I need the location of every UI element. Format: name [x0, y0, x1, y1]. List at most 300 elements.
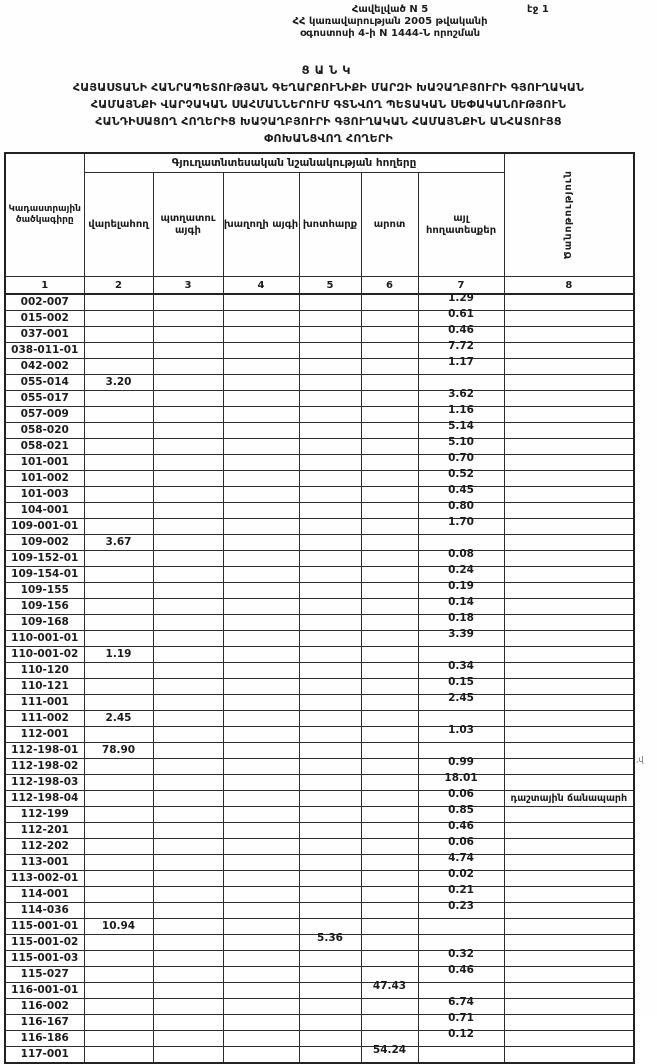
area-value-cell: [299, 807, 361, 823]
area-value-cell: 0.18: [418, 615, 504, 631]
decree-line-1: ՀՀ կառավարության 2005 թվականի: [292, 16, 488, 27]
document-title: [10, 62, 647, 147]
area-value-cell: [84, 327, 153, 343]
cadastral-code-cell: 109-168: [5, 615, 84, 631]
area-value-cell: [299, 1047, 361, 1064]
area-value-cell: [361, 535, 418, 551]
area-value-cell: [361, 615, 418, 631]
area-value-cell: [223, 567, 299, 583]
area-value-cell: 1.17: [418, 359, 504, 375]
area-value-cell: [361, 695, 418, 711]
area-value-cell: [153, 647, 223, 663]
note-cell: [504, 294, 634, 311]
area-value-cell: [299, 503, 361, 519]
column-number: 6: [361, 277, 418, 295]
area-value-cell: [299, 951, 361, 967]
area-value-cell: [223, 599, 299, 615]
area-value-cell: [299, 855, 361, 871]
area-value-cell: [299, 551, 361, 567]
column-number: 4: [223, 277, 299, 295]
area-value-cell: 0.19: [418, 583, 504, 599]
area-value-cell: [361, 294, 418, 311]
column-header-vineyard: խաղողի այգի: [223, 173, 299, 277]
area-value-cell: [361, 519, 418, 535]
cadastral-code-cell: 058-020: [5, 423, 84, 439]
note-cell: [504, 311, 634, 327]
area-value-cell: [361, 439, 418, 455]
area-value-cell: [84, 1047, 153, 1064]
cadastral-code-cell: 055-017: [5, 391, 84, 407]
table-row: [5, 583, 634, 599]
area-value-cell: 10.94: [84, 919, 153, 935]
area-value-cell: [361, 791, 418, 807]
area-value-cell: [361, 775, 418, 791]
cadastral-code-cell: 112-199: [5, 807, 84, 823]
scan-artifact: ,վ: [636, 755, 644, 764]
area-value-cell: [223, 823, 299, 839]
area-value-cell: [153, 519, 223, 535]
area-value-cell: [223, 951, 299, 967]
area-value-cell: [223, 791, 299, 807]
note-cell: [504, 615, 634, 631]
column-header-other-lands: այլ հողատեսքեր: [418, 173, 504, 277]
area-value-cell: [223, 391, 299, 407]
cadastral-code-cell: 112-198-01: [5, 743, 84, 759]
area-value-cell: [223, 631, 299, 647]
area-value-cell: [361, 679, 418, 695]
area-value-cell: [361, 599, 418, 615]
area-value-cell: [223, 679, 299, 695]
cadastral-code-cell: 038-011-01: [5, 343, 84, 359]
table-row: [5, 839, 634, 855]
title-line-2: ՀԱՅԱՍՏԱՆԻ ՀԱՆՐԱՊԵՏՈՒԹՅԱՆ ԳԵՂԱՐՔՈՒՆԻՔԻ ՄԱՐԶԻ ԽԱՉԱՂԲՅՈՒՐԻ ԳՅՈՒՂԱԿԱՆ: [72, 81, 585, 94]
note-cell: [504, 663, 634, 679]
area-value-cell: 0.61: [418, 311, 504, 327]
table-row: [5, 327, 634, 343]
column-header-pasture: արոտ: [361, 173, 418, 277]
area-value-cell: 7.72: [418, 343, 504, 359]
area-value-cell: [361, 503, 418, 519]
area-value-cell: [299, 775, 361, 791]
area-value-cell: [84, 967, 153, 983]
cadastral-code-cell: 111-002: [5, 711, 84, 727]
area-value-cell: [361, 375, 418, 391]
table-row: [5, 791, 634, 807]
title-line-1: ՑԱՆԿ: [301, 63, 356, 77]
area-value-cell: [223, 983, 299, 999]
area-value-cell: [361, 1015, 418, 1031]
area-value-cell: [299, 599, 361, 615]
area-value-cell: 18.01: [418, 775, 504, 791]
area-value-cell: [84, 807, 153, 823]
table-row: [5, 535, 634, 551]
area-value-cell: 47.43: [361, 983, 418, 999]
area-value-cell: [84, 359, 153, 375]
cadastral-code-cell: 115-001-02: [5, 935, 84, 951]
area-value-cell: [299, 343, 361, 359]
area-value-cell: 1.03: [418, 727, 504, 743]
cadastral-code-cell: 101-002: [5, 471, 84, 487]
area-value-cell: 0.46: [418, 967, 504, 983]
area-value-cell: [84, 294, 153, 311]
note-cell: [504, 423, 634, 439]
area-value-cell: [361, 327, 418, 343]
area-value-cell: [299, 871, 361, 887]
area-value-cell: 2.45: [418, 695, 504, 711]
area-value-cell: 0.15: [418, 679, 504, 695]
table-row: [5, 999, 634, 1015]
area-value-cell: [153, 791, 223, 807]
area-value-cell: [223, 343, 299, 359]
area-value-cell: [84, 791, 153, 807]
decree-line-2: օգոստոսի 4-ի N 1444-Ն որոշման: [299, 28, 481, 39]
area-value-cell: 5.36: [299, 935, 361, 951]
area-value-cell: [418, 1047, 504, 1064]
area-value-cell: [299, 615, 361, 631]
cadastral-code-cell: 104-001: [5, 503, 84, 519]
cadastral-code-cell: 114-036: [5, 903, 84, 919]
area-value-cell: [223, 327, 299, 343]
area-value-cell: [153, 503, 223, 519]
area-value-cell: [361, 887, 418, 903]
area-value-cell: 0.46: [418, 823, 504, 839]
area-value-cell: 0.23: [418, 903, 504, 919]
area-value-cell: 0.21: [418, 887, 504, 903]
area-value-cell: [84, 551, 153, 567]
area-value-cell: [361, 951, 418, 967]
area-value-cell: [84, 439, 153, 455]
area-value-cell: [223, 375, 299, 391]
area-value-cell: [418, 919, 504, 935]
area-value-cell: 1.19: [84, 647, 153, 663]
area-value-cell: [361, 807, 418, 823]
area-value-cell: [223, 759, 299, 775]
table-row: [5, 407, 634, 423]
area-value-cell: [223, 711, 299, 727]
column-group-header-agricultural-lands: Գյուղատնտեսական նշանակության հողերը: [84, 153, 504, 173]
table-row: [5, 679, 634, 695]
column-header-cadastral-code: Կադաստրային ծածկագիրը: [5, 153, 84, 277]
note-cell: [504, 567, 634, 583]
area-value-cell: [84, 679, 153, 695]
table-row: [5, 871, 634, 887]
area-value-cell: [223, 903, 299, 919]
cadastral-code-cell: 116-186: [5, 1031, 84, 1047]
area-value-cell: [299, 391, 361, 407]
note-cell: [504, 887, 634, 903]
area-value-cell: [153, 391, 223, 407]
area-value-cell: [153, 567, 223, 583]
area-value-cell: [361, 903, 418, 919]
area-value-cell: [299, 839, 361, 855]
note-cell: [504, 711, 634, 727]
table-row: [5, 551, 634, 567]
cadastral-code-cell: 037-001: [5, 327, 84, 343]
area-value-cell: [84, 999, 153, 1015]
cadastral-code-cell: 114-001: [5, 887, 84, 903]
note-cell: [504, 583, 634, 599]
area-value-cell: [361, 823, 418, 839]
area-value-cell: [84, 759, 153, 775]
column-header-orchard: պտղատու այգի: [153, 173, 223, 277]
area-value-cell: [299, 535, 361, 551]
area-value-cell: 0.52: [418, 471, 504, 487]
cadastral-code-cell: 112-202: [5, 839, 84, 855]
area-value-cell: [84, 775, 153, 791]
cadastral-code-cell: 109-002: [5, 535, 84, 551]
area-value-cell: 78.90: [84, 743, 153, 759]
cadastral-code-cell: 116-002: [5, 999, 84, 1015]
title-line-4: ՀԱՆԴԻՍԱՑՈՂ ՀՈՂԵՐԻՑ ԽԱՉԱՂԲՅՈՒՐԻ ԳՅՈՒՂԱԿԱՆ ՀԱՄԱՅՆՔԻՆ ԱՆՀԱՏՈՒՅՑ: [95, 115, 562, 128]
area-value-cell: [223, 1031, 299, 1047]
area-value-cell: [153, 999, 223, 1015]
cadastral-code-cell: 113-001: [5, 855, 84, 871]
area-value-cell: [299, 1031, 361, 1047]
note-cell: [504, 487, 634, 503]
area-value-cell: [153, 951, 223, 967]
area-value-cell: [84, 599, 153, 615]
table-row: [5, 807, 634, 823]
area-value-cell: [153, 919, 223, 935]
note-cell: [504, 519, 634, 535]
table-row: [5, 375, 634, 391]
area-value-cell: [361, 743, 418, 759]
table-body: [5, 294, 634, 1063]
table-row: [5, 711, 634, 727]
area-value-cell: [361, 487, 418, 503]
area-value-cell: [153, 551, 223, 567]
area-value-cell: [153, 1015, 223, 1031]
note-cell: [504, 375, 634, 391]
area-value-cell: [361, 311, 418, 327]
table-row: [5, 951, 634, 967]
note-cell: [504, 919, 634, 935]
note-cell: [504, 871, 634, 887]
cadastral-code-cell: 058-021: [5, 439, 84, 455]
area-value-cell: [153, 455, 223, 471]
column-number: 5: [299, 277, 361, 295]
area-value-cell: [153, 599, 223, 615]
table-row: [5, 471, 634, 487]
area-value-cell: [361, 935, 418, 951]
area-value-cell: [299, 311, 361, 327]
note-cell: [504, 727, 634, 743]
area-value-cell: [153, 327, 223, 343]
area-value-cell: [223, 535, 299, 551]
cadastral-code-cell: 112-201: [5, 823, 84, 839]
note-cell: [504, 551, 634, 567]
area-value-cell: [223, 839, 299, 855]
area-value-cell: [153, 487, 223, 503]
area-value-cell: [84, 487, 153, 503]
area-value-cell: [84, 583, 153, 599]
column-number: 3: [153, 277, 223, 295]
area-value-cell: [223, 359, 299, 375]
area-value-cell: 3.39: [418, 631, 504, 647]
area-value-cell: [84, 935, 153, 951]
area-value-cell: [223, 743, 299, 759]
note-cell: [504, 967, 634, 983]
cadastral-code-cell: 042-002: [5, 359, 84, 375]
area-value-cell: [299, 743, 361, 759]
table-row: [5, 359, 634, 375]
note-cell: [504, 535, 634, 551]
table-row: [5, 503, 634, 519]
area-value-cell: 0.71: [418, 1015, 504, 1031]
cadastral-code-cell: 110-001-01: [5, 631, 84, 647]
table-row: [5, 343, 634, 359]
area-value-cell: [223, 999, 299, 1015]
table-row: [5, 455, 634, 471]
note-cell: [504, 839, 634, 855]
note-cell: [504, 679, 634, 695]
land-transfer-table: [4, 152, 635, 1064]
area-value-cell: [153, 1031, 223, 1047]
cadastral-code-cell: 109-001-01: [5, 519, 84, 535]
area-value-cell: [153, 294, 223, 311]
cadastral-code-cell: 115-001-01: [5, 919, 84, 935]
area-value-cell: [299, 439, 361, 455]
area-value-cell: [299, 791, 361, 807]
table-row: [5, 311, 634, 327]
area-value-cell: [84, 631, 153, 647]
page-number: էջ 1: [527, 4, 549, 15]
area-value-cell: [84, 519, 153, 535]
table-row: [5, 615, 634, 631]
table-row: [5, 759, 634, 775]
area-value-cell: [299, 663, 361, 679]
area-value-cell: [299, 359, 361, 375]
note-cell: [504, 359, 634, 375]
table-row: [5, 855, 634, 871]
area-value-cell: [153, 343, 223, 359]
note-cell: [504, 647, 634, 663]
note-cell: [504, 599, 634, 615]
note-cell: [504, 695, 634, 711]
area-value-cell: [153, 855, 223, 871]
table-row: [5, 294, 634, 311]
area-value-cell: [153, 967, 223, 983]
area-value-cell: [299, 647, 361, 663]
note-cell: [504, 807, 634, 823]
area-value-cell: [299, 423, 361, 439]
note-cell: [504, 471, 634, 487]
area-value-cell: [299, 519, 361, 535]
note-cell: դաշտային ճանապարհ: [504, 791, 634, 807]
table-row: [5, 743, 634, 759]
cadastral-code-cell: 112-198-04: [5, 791, 84, 807]
area-value-cell: 2.45: [84, 711, 153, 727]
column-number: 8: [504, 277, 634, 295]
area-value-cell: 5.14: [418, 423, 504, 439]
note-cell: [504, 775, 634, 791]
area-value-cell: [299, 967, 361, 983]
cadastral-code-cell: 116-001-01: [5, 983, 84, 999]
cadastral-code-cell: 101-001: [5, 455, 84, 471]
area-value-cell: [84, 311, 153, 327]
area-value-cell: [153, 535, 223, 551]
area-value-cell: 6.74: [418, 999, 504, 1015]
area-value-cell: [223, 727, 299, 743]
area-value-cell: [361, 759, 418, 775]
cadastral-code-cell: 057-009: [5, 407, 84, 423]
table-row: [5, 599, 634, 615]
cadastral-code-cell: 115-027: [5, 967, 84, 983]
note-cell: [504, 343, 634, 359]
note-cell: [504, 327, 634, 343]
area-value-cell: [84, 503, 153, 519]
area-value-cell: [84, 871, 153, 887]
area-value-cell: [299, 887, 361, 903]
area-value-cell: [84, 855, 153, 871]
area-value-cell: [299, 583, 361, 599]
area-value-cell: [299, 375, 361, 391]
note-cell: [504, 1047, 634, 1064]
note-cell: [504, 1015, 634, 1031]
area-value-cell: [153, 1047, 223, 1064]
area-value-cell: [299, 759, 361, 775]
area-value-cell: 0.02: [418, 871, 504, 887]
area-value-cell: [84, 471, 153, 487]
area-value-cell: [361, 359, 418, 375]
area-value-cell: [223, 439, 299, 455]
area-value-cell: [361, 711, 418, 727]
area-value-cell: [223, 311, 299, 327]
area-value-cell: [223, 1015, 299, 1031]
area-value-cell: [361, 391, 418, 407]
area-value-cell: 3.62: [418, 391, 504, 407]
area-value-cell: [84, 423, 153, 439]
area-value-cell: [361, 839, 418, 855]
area-value-cell: [361, 727, 418, 743]
area-value-cell: [84, 567, 153, 583]
area-value-cell: 0.45: [418, 487, 504, 503]
note-cell: [504, 743, 634, 759]
area-value-cell: 1.29: [418, 294, 504, 311]
cadastral-code-cell: 110-121: [5, 679, 84, 695]
area-value-cell: [153, 807, 223, 823]
note-cell: [504, 391, 634, 407]
area-value-cell: [299, 407, 361, 423]
area-value-cell: [299, 711, 361, 727]
area-value-cell: [299, 727, 361, 743]
title-line-3: ՀԱՄԱՅՆՔԻ ՎԱՐՉԱԿԱՆ ՍԱՀՄԱՆՆԵՐՈՒՄ ԳՏՆՎՈՂ ՊԵՏԱԿԱՆ ՍԵՓԱԿԱՆՈՒԹՅՈՒՆ: [90, 98, 567, 111]
area-value-cell: [153, 759, 223, 775]
table-row: [5, 695, 634, 711]
cadastral-code-cell: 110-120: [5, 663, 84, 679]
area-value-cell: 0.08: [418, 551, 504, 567]
area-value-cell: [84, 983, 153, 999]
area-value-cell: [153, 887, 223, 903]
area-value-cell: [223, 471, 299, 487]
area-value-cell: [153, 583, 223, 599]
table-row: [5, 487, 634, 503]
note-cell: [504, 455, 634, 471]
table-row: [5, 631, 634, 647]
area-value-cell: [153, 679, 223, 695]
area-value-cell: [223, 919, 299, 935]
cadastral-code-cell: 117-001: [5, 1047, 84, 1064]
area-value-cell: [223, 1047, 299, 1064]
area-value-cell: [153, 311, 223, 327]
table-row: [5, 967, 634, 983]
area-value-cell: 3.67: [84, 535, 153, 551]
area-value-cell: [153, 471, 223, 487]
column-number: 2: [84, 277, 153, 295]
area-value-cell: [361, 455, 418, 471]
table-row: [5, 1031, 634, 1047]
area-value-cell: [299, 983, 361, 999]
